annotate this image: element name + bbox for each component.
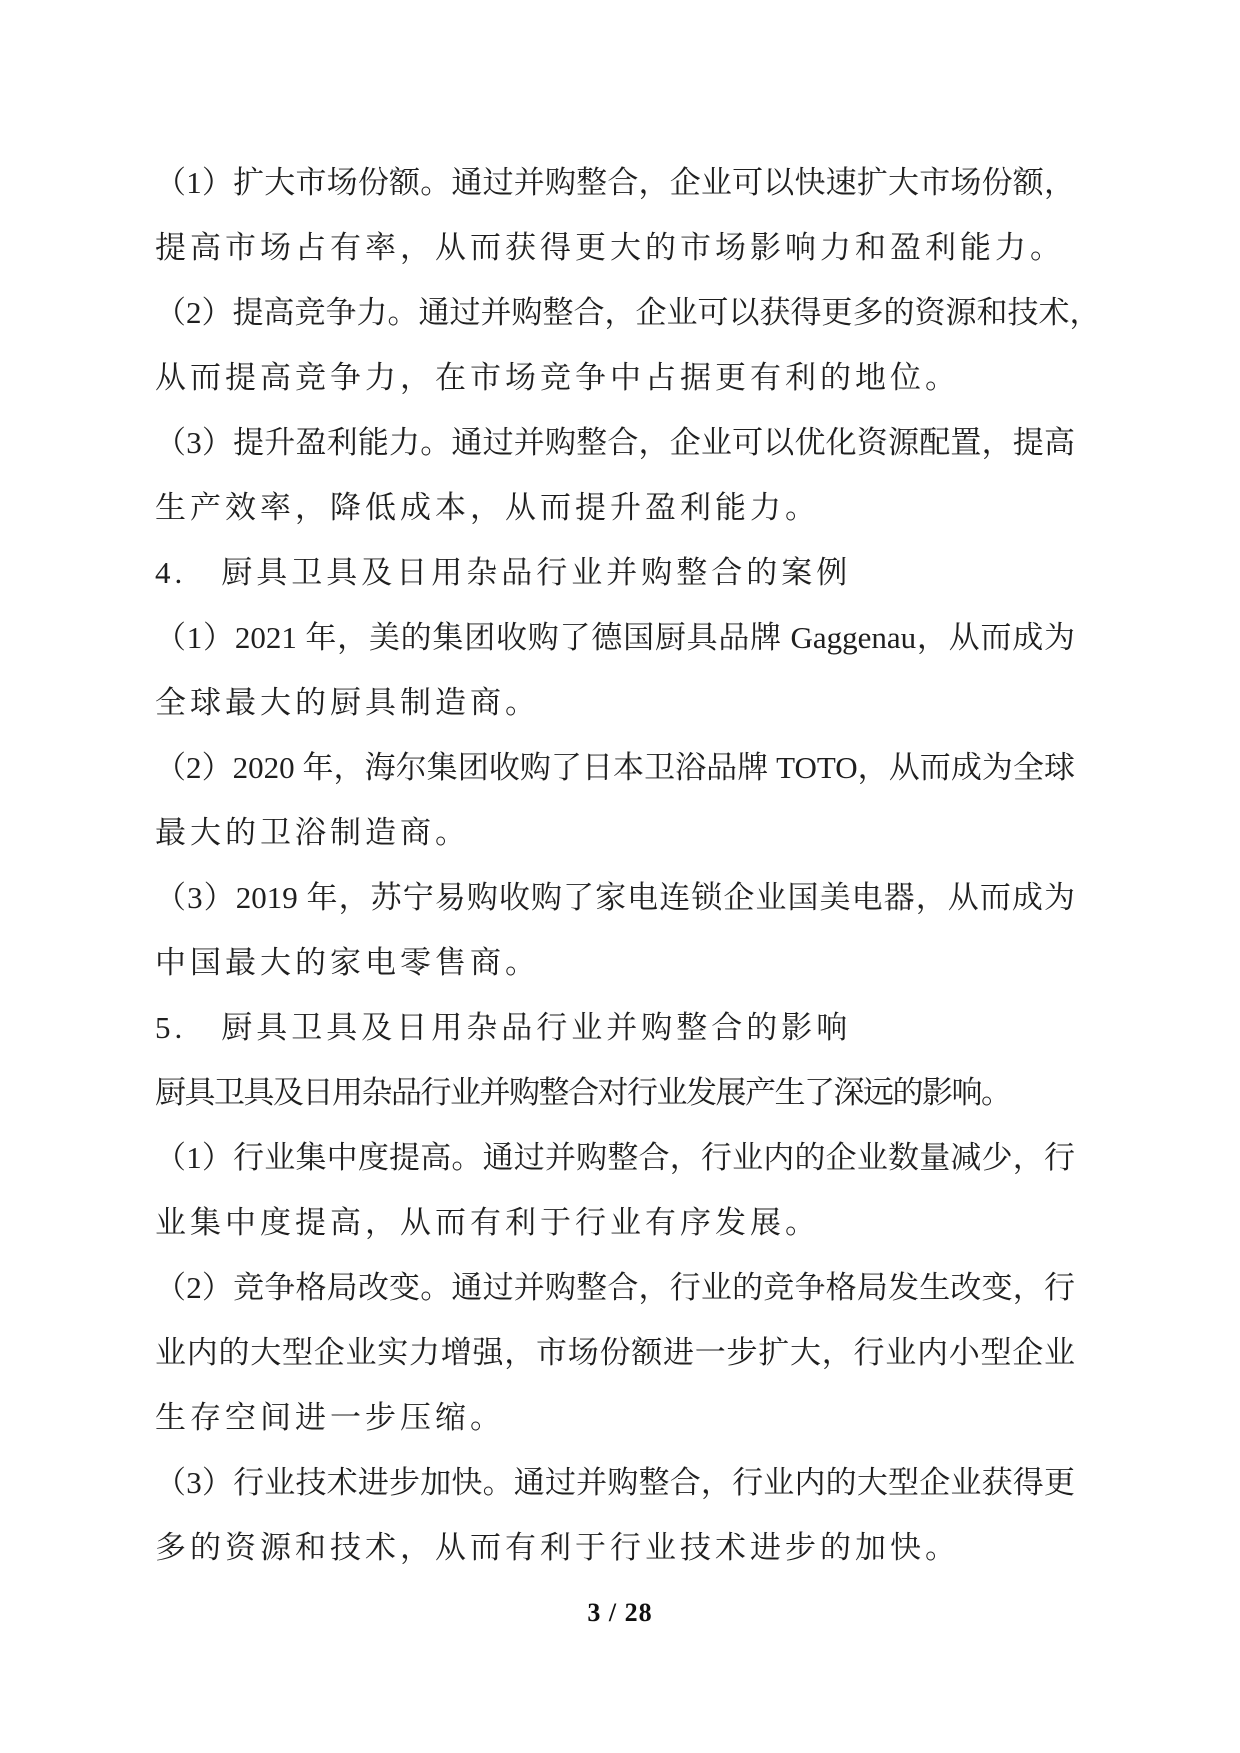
text-line: （1）扩大市场份额。通过并购整合，企业可以快速扩大市场份额， xyxy=(155,165,1075,200)
text-line: 生产效率，降低成本，从而提升盈利能力。 xyxy=(155,490,820,525)
text-line: （2）2020 年，海尔集团收购了日本卫浴品牌 TOTO，从而成为全球 xyxy=(155,750,1075,785)
text-line: 提高市场占有率，从而获得更大的市场影响力和盈利能力。 xyxy=(155,230,1065,265)
text-line: （2）竞争格局改变。通过并购整合，行业的竞争格局发生改变，行 xyxy=(155,1270,1075,1305)
document-body xyxy=(155,150,1101,1580)
text-line: 业集中度提高，从而有利于行业有序发展。 xyxy=(155,1205,820,1240)
text-line: 业内的大型企业实力增强，市场份额进一步扩大，行业内小型企业 xyxy=(155,1335,1075,1370)
text-line: （3）提升盈利能力。通过并购整合，企业可以优化资源配置，提高 xyxy=(155,425,1075,460)
text-line: 厨具卫具及日用杂品行业并购整合对行业发展产生了深远的影响。 xyxy=(155,1075,1011,1110)
text-line: （1）行业集中度提高。通过并购整合，行业内的企业数量减少，行 xyxy=(155,1140,1075,1175)
text-line: 最大的卫浴制造商。 xyxy=(155,815,470,850)
text-line: （2）提高竞争力。通过并购整合，企业可以获得更多的资源和技术， xyxy=(155,295,1101,330)
text-line: 中国最大的家电零售商。 xyxy=(155,945,540,980)
text-line: 5. 厨具卫具及日用杂品行业并购整合的影响 xyxy=(155,1010,852,1045)
page-number: 3 / 28 xyxy=(587,1598,653,1627)
text-line: 4. 厨具卫具及日用杂品行业并购整合的案例 xyxy=(155,555,852,590)
text-line: 从而提高竞争力，在市场竞争中占据更有利的地位。 xyxy=(155,360,960,395)
text-line: 全球最大的厨具制造商。 xyxy=(155,685,540,720)
text-line: （1）2021 年，美的集团收购了德国厨具品牌 Gaggenau，从而成为 xyxy=(155,620,1075,655)
text-line: （3）2019 年，苏宁易购收购了家电连锁企业国美电器，从而成为 xyxy=(155,880,1075,915)
text-line: 生存空间进一步压缩。 xyxy=(155,1400,505,1435)
text-line: 多的资源和技术，从而有利于行业技术进步的加快。 xyxy=(155,1530,960,1565)
text-line: （3）行业技术进步加快。通过并购整合，行业内的大型企业获得更 xyxy=(155,1465,1075,1500)
